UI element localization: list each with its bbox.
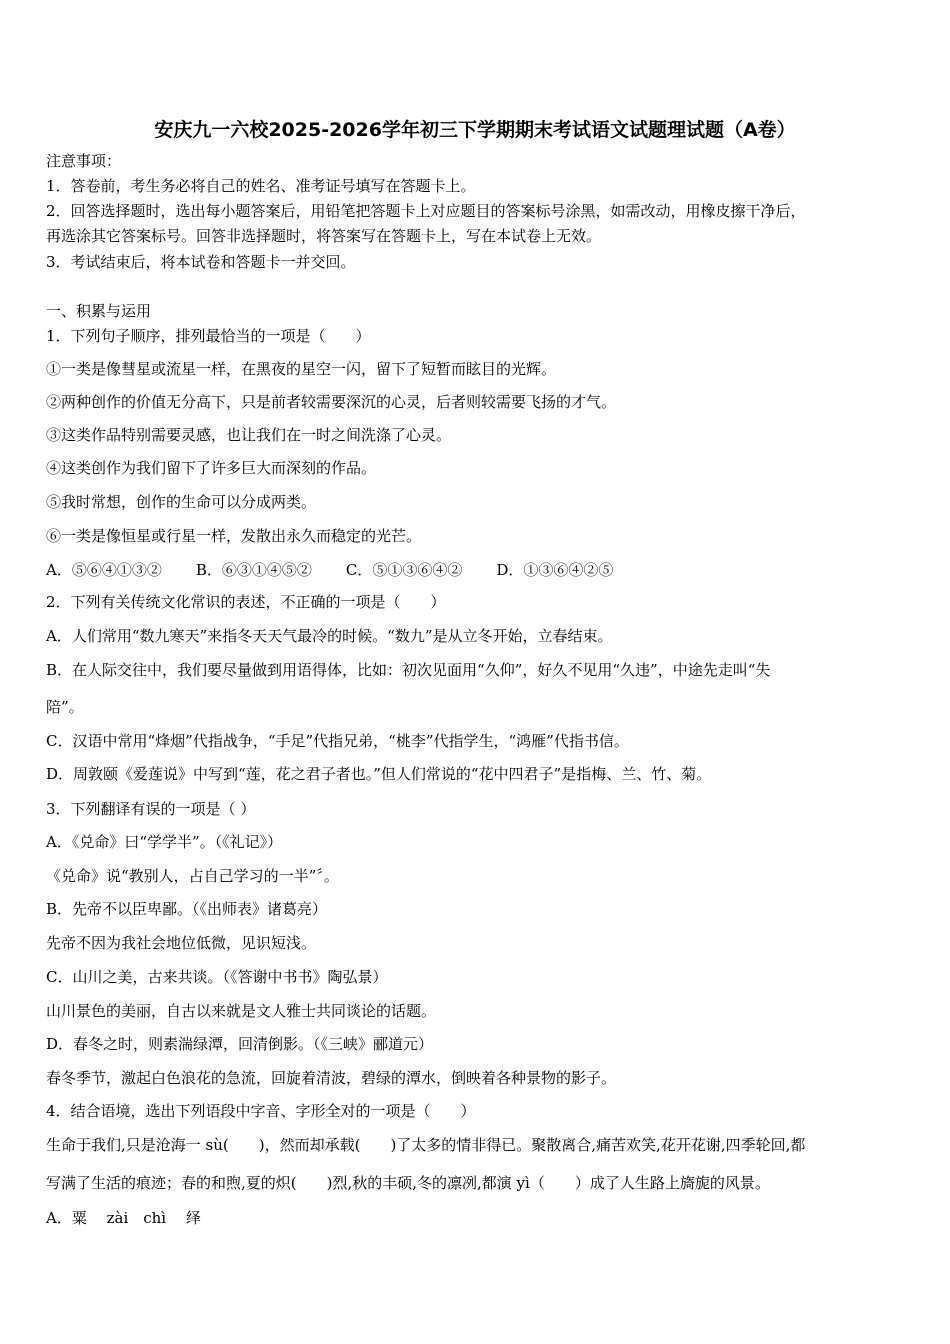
note-item: 1．答卷前，考生务必将自己的姓名、准考证号填写在答题卡上。: [46, 177, 476, 195]
q1-option-d: D．①③⑥④②⑤: [496, 561, 614, 579]
q2-line: A．人们常用“数九寒天”来指冬天天气最冷的时候。“数九”是从立冬开始，立春结束。: [46, 627, 613, 645]
q1-item: ⑤我时常想，创作的生命可以分成两类。: [46, 493, 317, 511]
q3-line: 春冬季节，激起白色浪花的急流，回旋着清波，碧绿的潭水，倒映着各种景物的影子。: [46, 1069, 617, 1087]
q3-line: D．春冬之时，则素湍绿潭，回清倒影。（《三峡》郦道元）: [46, 1035, 434, 1053]
q3-line: A．《兑命》曰“学学半”。（《礼记》）: [46, 833, 283, 851]
section-heading: 一、积累与运用: [46, 302, 152, 320]
q3-line: 先帝不因为我社会地位低微，见识短浅。: [46, 934, 317, 952]
q1-item: ②两种创作的价值无分高下，只是前者较需要深沉的心灵，后者则较需要飞扬的才气。: [46, 393, 617, 411]
q2-line: C．汉语中常用“烽烟”代指战争，“手足”代指兄弟，“桃李”代指学生，“鸿雁”代指书信。: [46, 732, 629, 750]
q1-options: [46, 560, 647, 580]
q1-item: ③这类作品特别需要灵感，也让我们在一时之间洗涤了心灵。: [46, 426, 452, 444]
q4-line: A．粟 zài chì 绎: [46, 1209, 201, 1227]
page-title: 安庆九一六校2025-2026学年初三下学期期末考试语文试题理试题（A卷）: [154, 119, 796, 141]
q1-option-b: B．⑥③①④⑤②: [195, 561, 312, 579]
q1-item: ①一类是像彗星或流星一样，在黑夜的星空一闪，留下了短暂而眩目的光辉。: [46, 360, 557, 378]
q1-item: ④这类创作为我们留下了许多巨大而深刻的作品。: [46, 459, 377, 477]
q1-option-a: A．⑤⑥④①③②: [46, 561, 162, 579]
q3-line: C．山川之美，古来共谈。（《答谢中书书》陶弘景）: [46, 968, 388, 986]
notes-heading: 注意事项：: [46, 152, 122, 170]
note-item: 2．回答选择题时，选出每小题答案后，用铅笔把答题卡上对应题目的答案标号涂黑，如需改动，用橡皮擦干净后，: [46, 202, 806, 220]
q2-line: 陪”。: [46, 698, 84, 716]
q2-line: B．在人际交往中，我们要尽量做到用语得体，比如：初次见面用“久仰”，好久不见用“久违”，中途先走叫“失: [46, 661, 771, 679]
question-4-stem: 4．结合语境，选出下列语段中字音、字形全对的一项是（ ）: [46, 1102, 476, 1120]
q4-line: 生命于我们,只是沧海一 sù( )，然而却承载( )了太多的情非得已。聚散离合,痛苦欢笑,花开花谢,四季轮回,都: [46, 1136, 806, 1154]
question-3-stem: 3．下列翻译有误的一项是（ ）: [46, 800, 256, 818]
question-1-stem: 1．下列句子顺序，排列最恰当的一项是（ ）: [46, 327, 371, 345]
q1-item: ⑥一类是像恒星或行星一样，发散出永久而稳定的光芒。: [46, 527, 422, 545]
q2-line: D．周敦颐《爱莲说》中写到“莲，花之君子者也。”但人们常说的“花中四君子”是指梅、兰、竹、菊。: [46, 765, 712, 783]
note-item: 再选涂其它答案标号。回答非选择题时，将答案写在答题卡上，写在本试卷上无效。: [46, 227, 602, 245]
q3-line: 《兑命》说“教别人，占自己学习的一半”〞。: [46, 867, 339, 885]
q1-option-c: C．⑤①③⑥④②: [345, 561, 463, 579]
q3-line: B．先帝不以臣卑鄙。（《出师表》诸葛亮）: [46, 900, 328, 918]
note-item: 3．考试结束后，将本试卷和答题卡一并交回。: [46, 253, 356, 271]
question-2-stem: 2．下列有关传统文化常识的表述，不正确的一项是（ ）: [46, 593, 446, 611]
q3-line: 山川景色的美丽，自古以来就是文人雅士共同谈论的话题。: [46, 1002, 437, 1020]
q4-line: 写满了生活的痕迹；春的和煦,夏的炽( )烈,秋的丰硕,冬的凛冽,都演 yì（ ）成了人生路上旖旎的风景。: [46, 1174, 770, 1192]
